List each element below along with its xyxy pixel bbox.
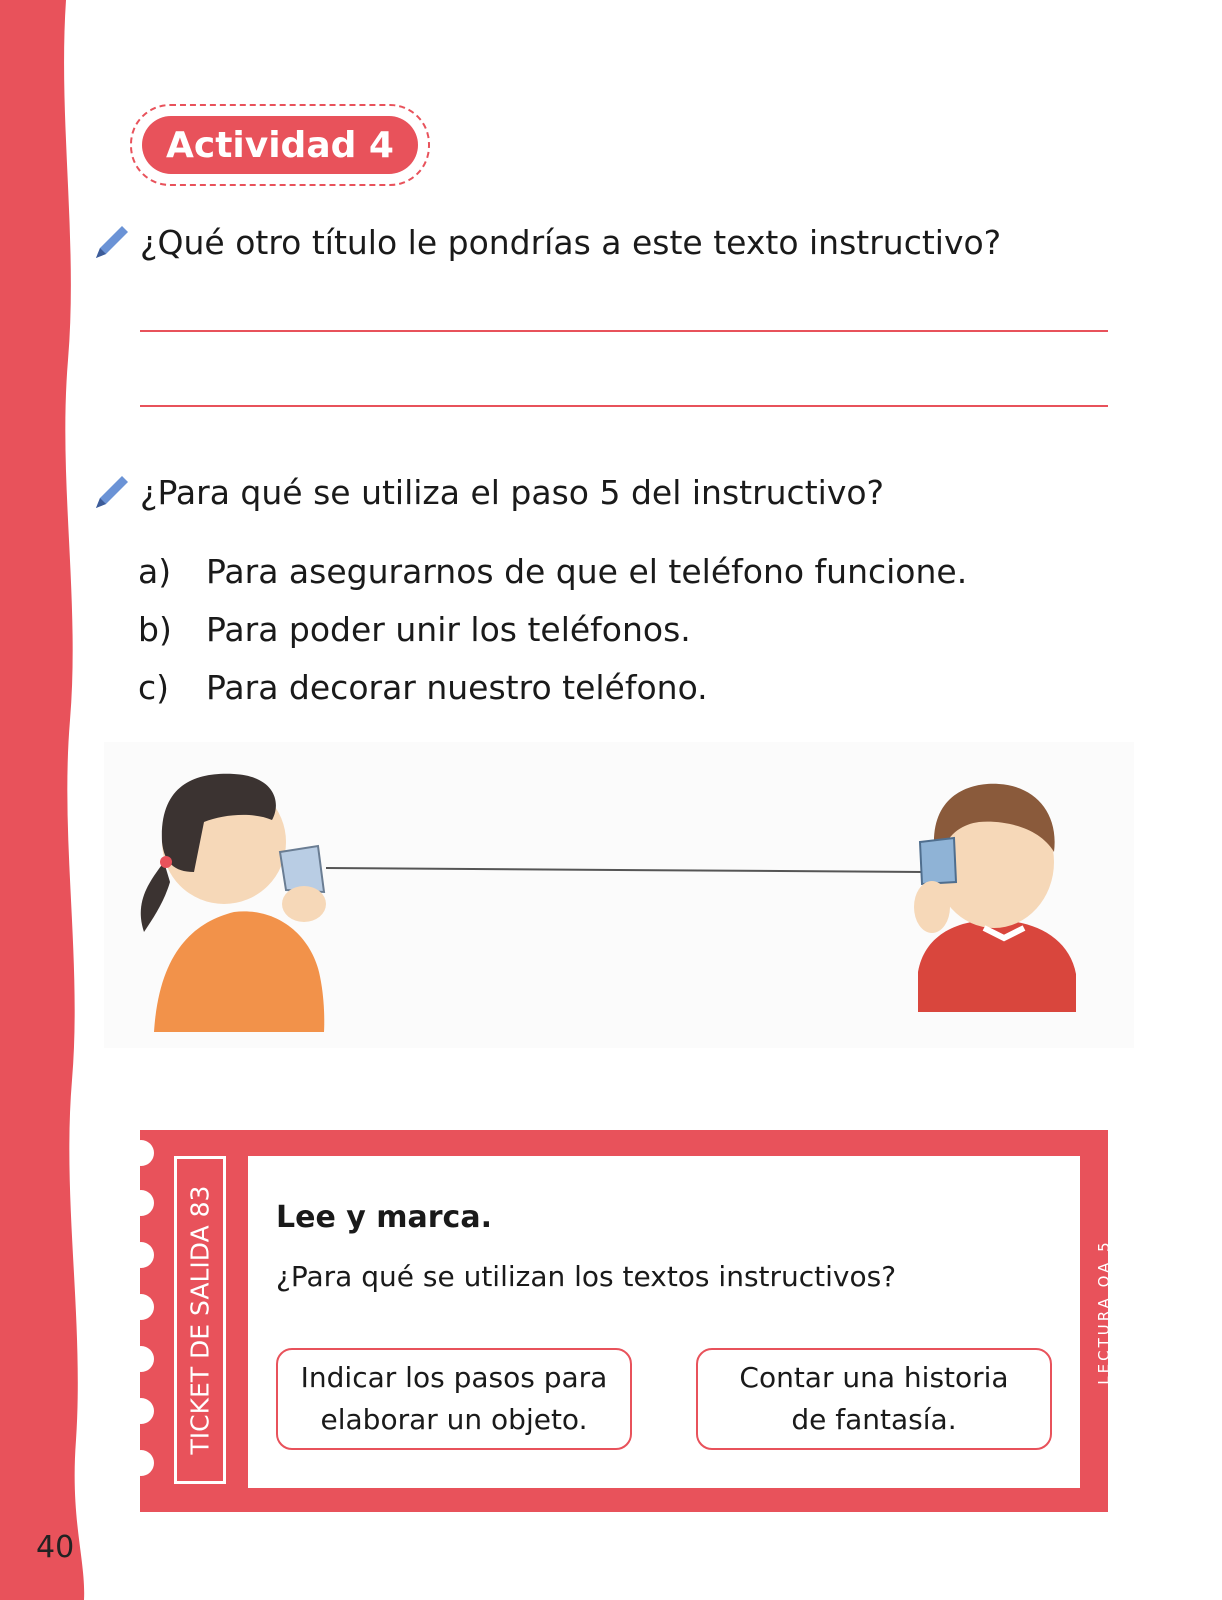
ticket-choice-1[interactable] [276, 1348, 632, 1450]
page-number: 40 [36, 1530, 75, 1565]
activity-badge [130, 104, 430, 186]
ticket-notch [128, 1346, 154, 1372]
answer-line-1[interactable] [140, 330, 1108, 332]
ticket-notch [128, 1294, 154, 1320]
options-list [138, 542, 967, 716]
ticket-question: ¿Para qué se utilizan los textos instructivos? [276, 1260, 897, 1293]
option-letter: b) [138, 609, 172, 649]
option-c[interactable] [138, 658, 967, 716]
option-letter: c) [138, 667, 170, 707]
ticket-label: TICKET DE SALIDA 83 [185, 1185, 215, 1455]
answer-line-2[interactable] [140, 405, 1108, 407]
option-text: Para poder unir los teléfonos. [206, 609, 691, 649]
ticket-notch [128, 1242, 154, 1268]
ticket-notch [128, 1190, 154, 1216]
ticket-choice-2[interactable] [696, 1348, 1052, 1450]
choice-line: Indicar los pasos para [300, 1361, 608, 1394]
option-letter: a) [138, 551, 172, 591]
option-a[interactable] [138, 542, 967, 600]
ticket-side-label: LECTURA OA 5 [1095, 1239, 1113, 1385]
pencil-icon [90, 220, 134, 264]
ticket-notch [128, 1140, 154, 1166]
ticket-label-box [174, 1156, 226, 1484]
boy-figure [914, 784, 1076, 1012]
question-2 [90, 470, 884, 514]
ticket-notch [128, 1450, 154, 1476]
question-1 [90, 220, 1001, 264]
option-text: Para asegurarnos de que el teléfono funcione. [206, 551, 968, 591]
ticket-notch [128, 1398, 154, 1424]
question-1-text: ¿Qué otro título le pondrías a este texto instructivo? [140, 222, 1002, 262]
question-2-text: ¿Para qué se utiliza el paso 5 del instructivo? [140, 472, 885, 512]
exit-ticket [140, 1130, 1108, 1512]
option-text: Para decorar nuestro teléfono. [206, 667, 708, 707]
girl-figure [141, 774, 326, 1032]
option-b[interactable] [138, 600, 967, 658]
choice-line: de fantasía. [791, 1403, 957, 1436]
choice-line: Contar una historia [739, 1361, 1009, 1394]
pencil-icon [90, 470, 134, 514]
ticket-title: Lee y marca. [276, 1200, 492, 1235]
activity-label: Actividad 4 [142, 116, 418, 174]
choice-line: elaborar un objeto. [320, 1403, 588, 1436]
tin-can-telephone-illustration [104, 742, 1134, 1048]
side-band [0, 0, 100, 1600]
ticket-body [248, 1156, 1080, 1488]
